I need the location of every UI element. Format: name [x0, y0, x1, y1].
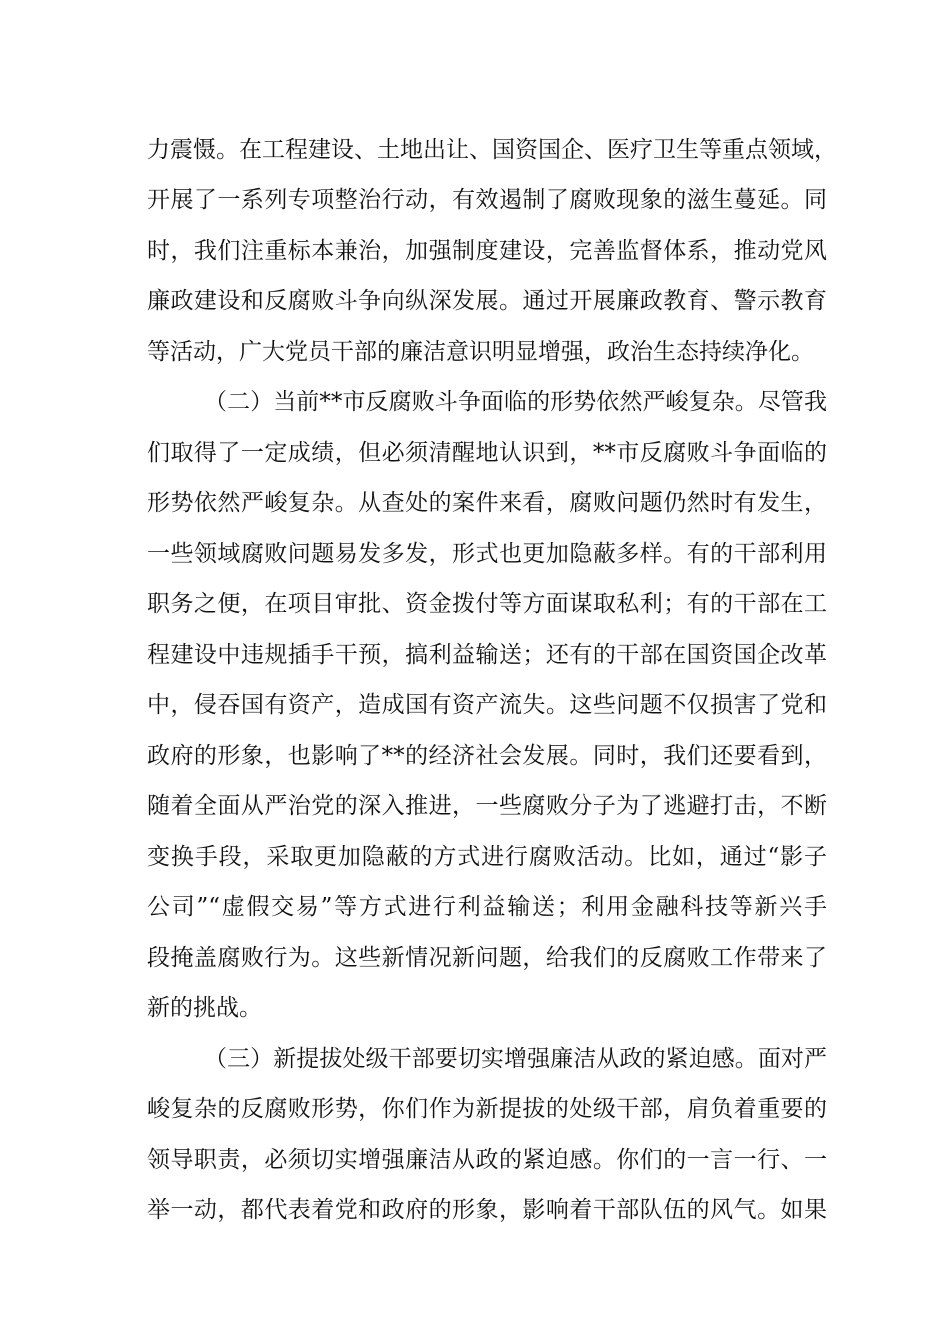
paragraph-2-line-7: 中，侵吞国有资产，造成国有资产流失。这些问题不仅损害了党和	[147, 692, 827, 718]
paragraph-3-line-2: 峻复杂的反腐败形势，你们作为新提拔的处级干部，肩负着重要的	[147, 1096, 827, 1122]
paragraph-2-line-9: 随着全面从严治党的深入推进，一些腐败分子为了逃避打击，不断	[147, 793, 827, 819]
paragraph-3-line-1: （三）新提拔处级干部要切实增强廉洁从政的紧迫感。面对严	[204, 1046, 827, 1072]
paragraph-2-line-6: 程建设中违规插手干预，搞利益输送；还有的干部在国资国企改革	[147, 642, 827, 668]
paragraph-1-line-2: 开展了一系列专项整治行动，有效遏制了腐败现象的滋生蔓延。同	[147, 187, 827, 213]
paragraph-3-line-4: 举一动，都代表着党和政府的形象，影响着干部队伍的风气。如果	[147, 1197, 827, 1223]
paragraph-1-line-5: 等活动，广大党员干部的廉洁意识明显增强，政治生态持续净化。	[147, 339, 814, 365]
paragraph-2-line-10: 变换手段，采取更加隐蔽的方式进行腐败活动。比如，通过“影子	[147, 844, 827, 870]
paragraph-2-line-13: 新的挑战。	[147, 995, 262, 1021]
paragraph-2-line-12: 段掩盖腐败行为。这些新情况新问题，给我们的反腐败工作带来了	[147, 945, 827, 971]
paragraph-2-line-2: 们取得了一定成绩，但必须清醒地认识到，**市反腐败斗争面临的	[147, 440, 827, 466]
paragraph-2-line-5: 职务之便，在项目审批、资金拨付等方面谋取私利；有的干部在工	[147, 591, 827, 617]
paragraph-1-line-4: 廉政建设和反腐败斗争向纵深发展。通过开展廉政教育、警示教育	[147, 288, 827, 314]
paragraph-2-line-3: 形势依然严峻复杂。从查处的案件来看，腐败问题仍然时有发生，	[147, 490, 827, 516]
paragraph-2-line-4: 一些领域腐败问题易发多发，形式也更加隐蔽多样。有的干部利用	[147, 541, 827, 567]
paragraph-2-line-11: 公司”“虚假交易”等方式进行利益输送；利用金融科技等新兴手	[147, 894, 827, 920]
paragraph-2-line-1: （二）当前**市反腐败斗争面临的形势依然严峻复杂。尽管我	[204, 389, 827, 415]
paragraph-1-line-3: 时，我们注重标本兼治，加强制度建设，完善监督体系，推动党风	[147, 238, 827, 264]
paragraph-1-line-1: 力震慑。在工程建设、土地出让、国资国企、医疗卫生等重点领域，	[147, 137, 837, 163]
paragraph-3-line-3: 领导职责，必须切实增强廉洁从政的紧迫感。你们的一言一行、一	[147, 1147, 827, 1173]
paragraph-2-line-8: 政府的形象，也影响了**的经济社会发展。同时，我们还要看到，	[147, 743, 827, 769]
